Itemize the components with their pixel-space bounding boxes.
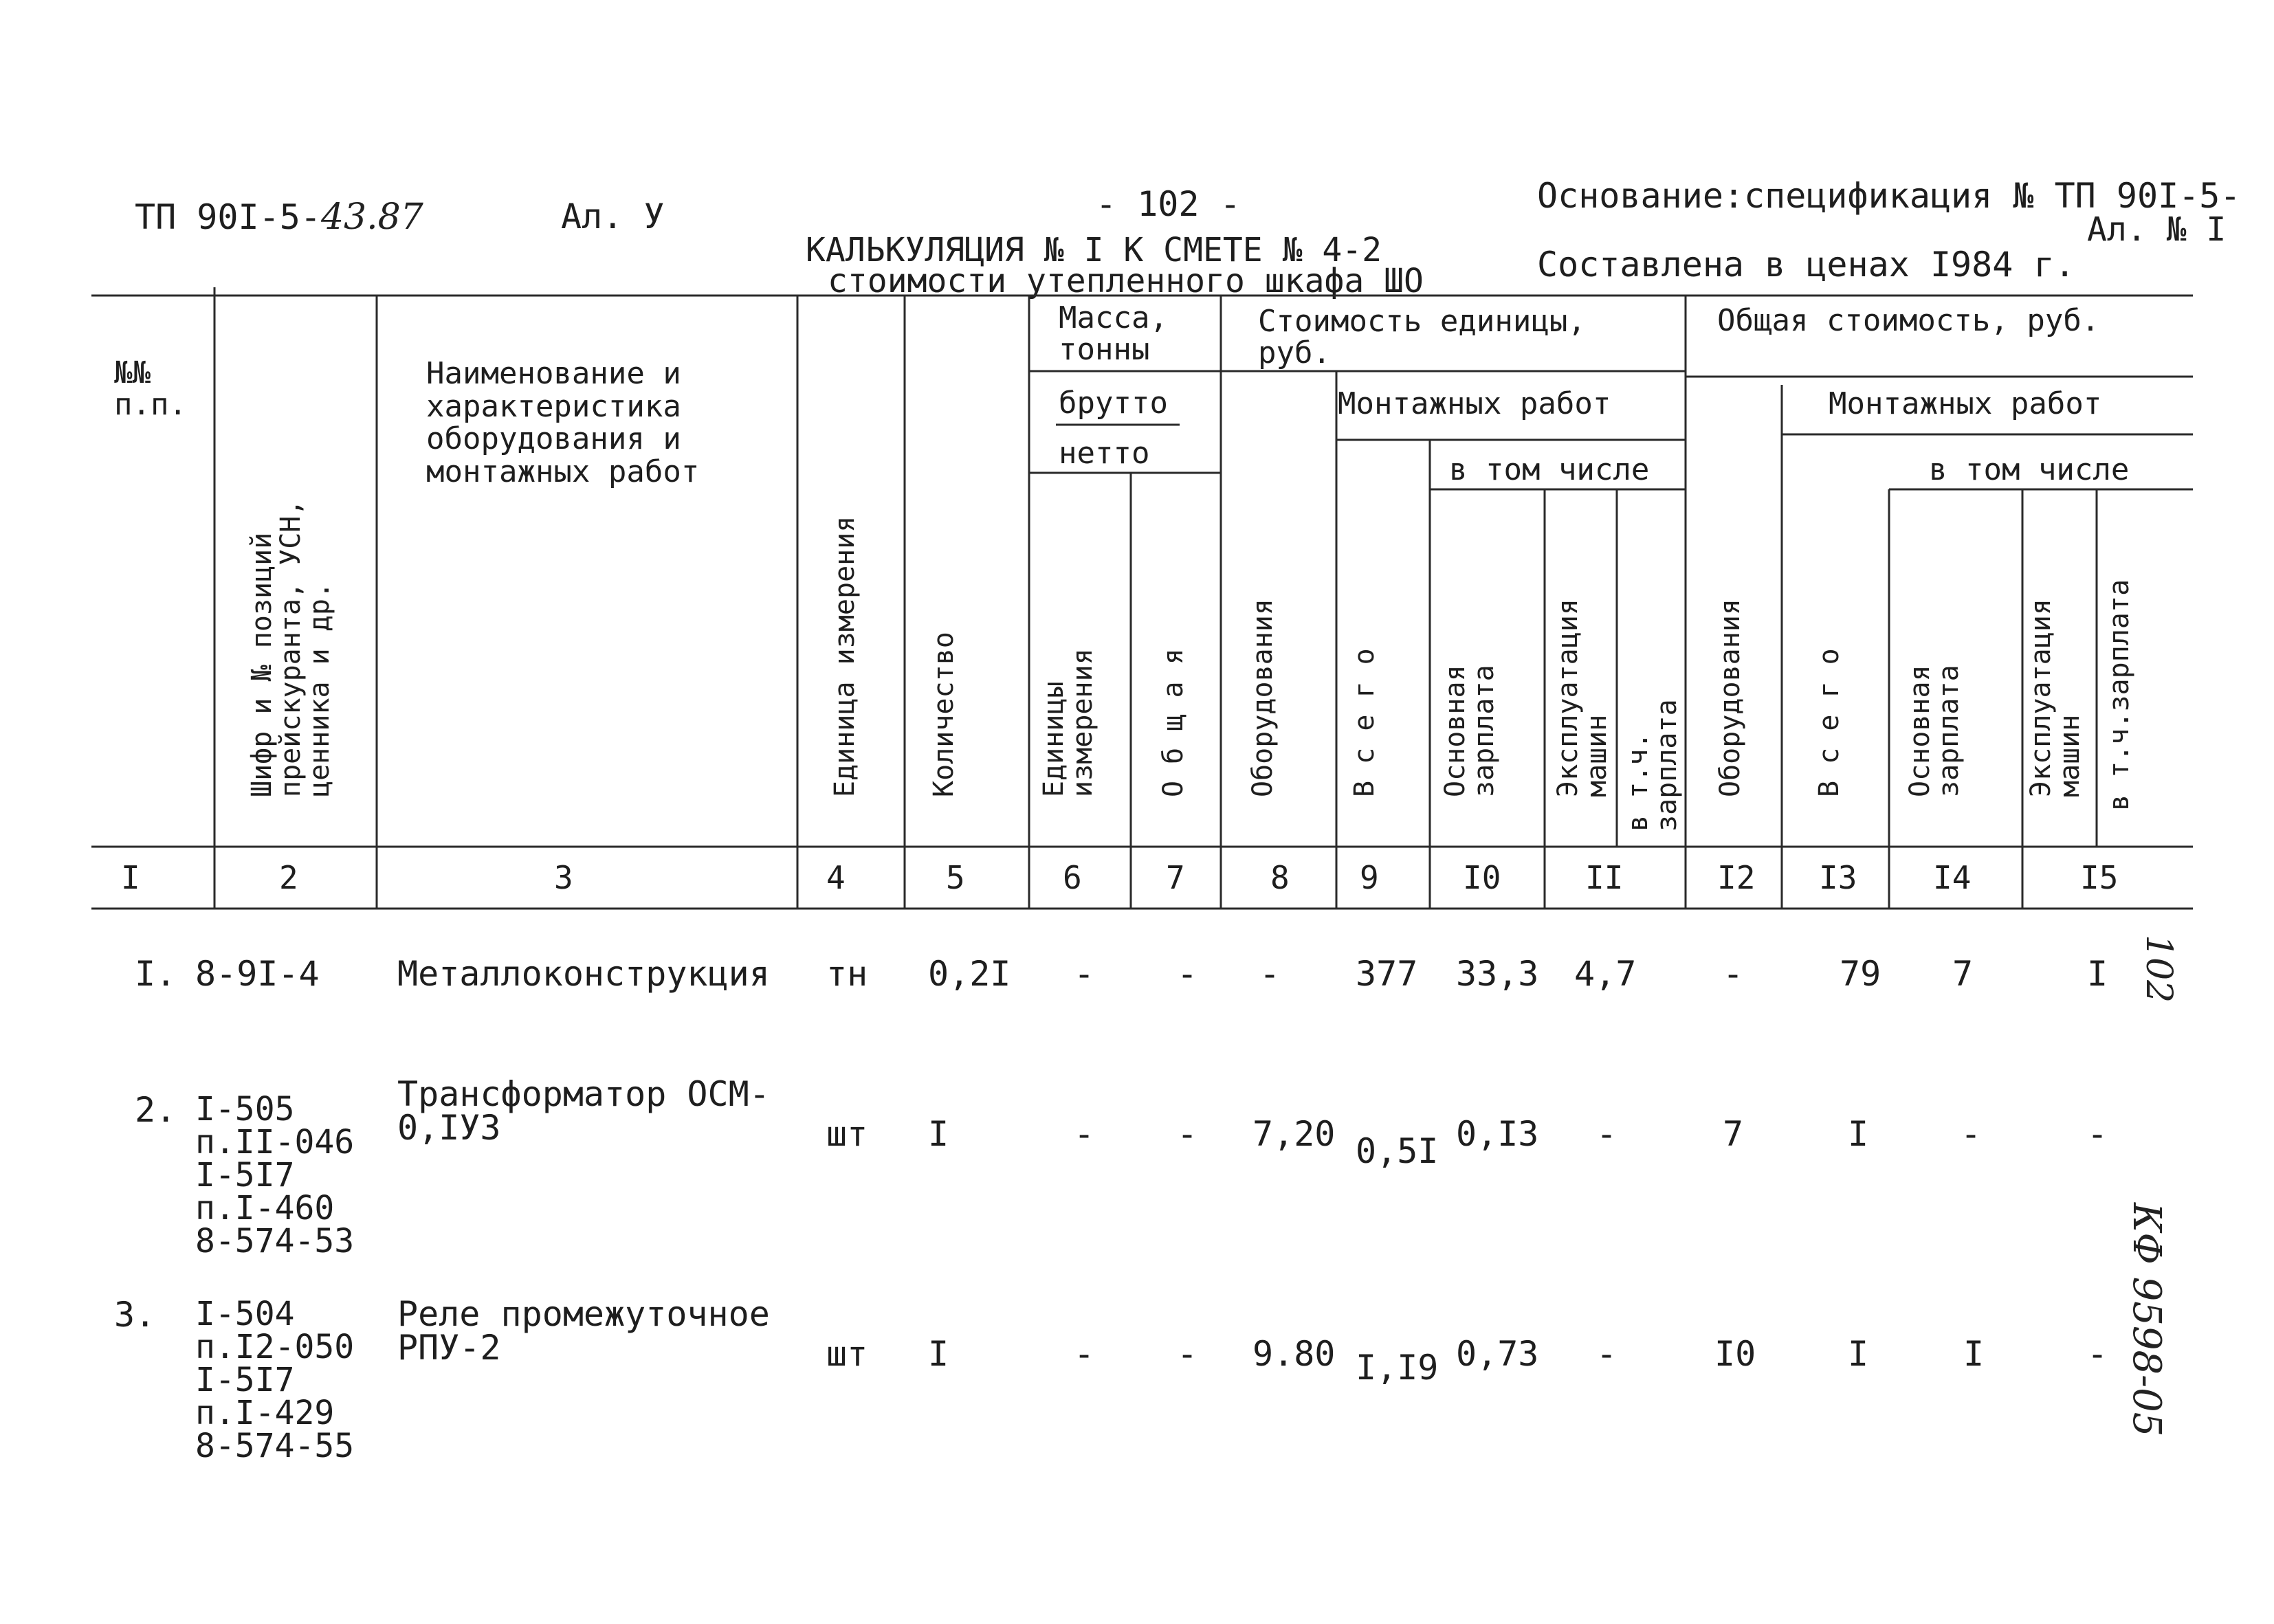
row1-c15: I <box>2087 954 2108 994</box>
album-label: Ал. У <box>561 197 665 236</box>
col-unit-equipment-header: Оборудования <box>1247 599 1279 797</box>
col-total-salary-header: Основная зарплата <box>1904 665 1965 797</box>
total-cost-incl-header: в том числе <box>1929 452 2130 487</box>
row1-name: Металлоконструкция <box>397 954 770 994</box>
row2-unit: шт <box>826 1114 868 1154</box>
mass-brutto-label: брутто <box>1059 386 1168 421</box>
row1-c12: - <box>1723 954 1744 994</box>
row3-c15: - <box>2087 1334 2108 1374</box>
row1-unit: тн <box>826 954 868 994</box>
col-num-2: 2 <box>279 859 298 896</box>
row2-c12: 7 <box>1723 1114 1744 1154</box>
row2-c7: - <box>1177 1114 1198 1154</box>
row3-qty: I <box>928 1334 949 1374</box>
row3-c11: - <box>1596 1334 1618 1374</box>
col-num-1: I <box>121 859 140 896</box>
col-unit-salary-header: Основная зарплата <box>1439 665 1500 797</box>
col-mass-total-header: О б щ а я <box>1158 648 1189 797</box>
col-num-14: I4 <box>1933 859 1972 896</box>
row1-c14: 7 <box>1952 954 1974 994</box>
document-title: КАЛЬКУЛЯЦИЯ № I К СМЕТЕ № 4-2 <box>806 231 1382 269</box>
col-total-equipment-header: Оборудования <box>1714 599 1746 797</box>
col-num-7: 7 <box>1166 859 1185 896</box>
col-num-9: 9 <box>1360 859 1379 896</box>
row1-c7: - <box>1177 954 1198 994</box>
mass-group-header: Масса, тонны <box>1059 300 1168 368</box>
col-name-header: Наименование и характеристика оборудования и монтажных работ <box>426 356 700 489</box>
col-num-4: 4 <box>826 859 846 896</box>
row1-c13: 79 <box>1840 954 1881 994</box>
unit-cost-mont-works: Монтажных работ <box>1338 386 1611 421</box>
col-number-header: №№ п.п. <box>114 355 187 423</box>
row1-qty: 0,2I <box>928 954 1011 994</box>
row2-c11: - <box>1596 1114 1618 1154</box>
col-num-11: II <box>1585 859 1624 896</box>
col-num-3: 3 <box>554 859 573 896</box>
row1-code: 8-9I-4 <box>195 954 320 994</box>
row1-c9: 377 <box>1356 954 1418 994</box>
row2-c15: - <box>2087 1114 2108 1154</box>
col-num-10: I0 <box>1463 859 1501 896</box>
col-unit-header: Единица измерения <box>829 515 861 797</box>
col-num-5: 5 <box>946 859 965 896</box>
margin-page-mark: 102 <box>2138 935 2179 1003</box>
row2-qty: I <box>928 1114 949 1154</box>
price-basis-note: Составлена в ценах I984 г. <box>1537 245 2075 285</box>
row2-c9: 0,5I <box>1356 1131 1439 1171</box>
row1-num: I. <box>135 954 177 994</box>
row2-c14: - <box>1961 1114 1982 1154</box>
col-mass-unit-header: Единицы измерения <box>1038 648 1099 797</box>
mass-netto-label: нетто <box>1059 436 1150 471</box>
row2-c13: I <box>1848 1114 1869 1154</box>
row3-c6: - <box>1074 1334 1095 1374</box>
row3-c7: - <box>1177 1334 1198 1374</box>
col-unit-machines-salary-header: в т.ч. зарплата <box>1622 699 1683 832</box>
doc-code-handwritten: 43.87 <box>320 197 423 238</box>
row1-c8: - <box>1259 954 1281 994</box>
document-subtitle: стоимости утепленного шкафа ШО <box>828 262 1424 300</box>
row3-c12: I0 <box>1714 1334 1756 1374</box>
col-quantity-header: Количество <box>928 632 960 797</box>
col-num-6: 6 <box>1063 859 1082 896</box>
row2-c8: 7,20 <box>1252 1114 1336 1154</box>
col-unit-total-header: В с е г о <box>1349 648 1380 797</box>
row3-c8: 9.80 <box>1252 1334 1336 1374</box>
col-num-12: I2 <box>1717 859 1756 896</box>
row3-c10: 0,73 <box>1456 1334 1539 1374</box>
row3-unit: шт <box>826 1334 868 1374</box>
col-num-13: I3 <box>1819 859 1857 896</box>
row3-code: I-504 п.I2-050 I-5I7 п.I-429 8-574-55 <box>195 1295 355 1465</box>
row2-code: I-505 п.II-046 I-5I7 п.I-460 8-574-53 <box>195 1090 355 1260</box>
col-unit-machines-header: Эксплуатация машин <box>1552 599 1613 797</box>
row3-name: Реле промежуточное РПУ-2 <box>397 1294 770 1368</box>
row2-num: 2. <box>135 1090 177 1130</box>
col-code-header: Шифр и № позиций прейскуранта, УСН, ценника и др. <box>246 499 335 797</box>
row1-c6: - <box>1074 954 1095 994</box>
row2-name: Трансформатор ОСМ- 0,IУЗ <box>397 1074 770 1148</box>
doc-code-typed: ТП 90I-5- <box>135 197 321 237</box>
row2-c6: - <box>1074 1114 1095 1154</box>
row1-c11: 4,7 <box>1574 954 1637 994</box>
col-total-machines-header: Эксплуатация машин <box>2025 599 2086 797</box>
col-total-total-header: В с е г о <box>1813 648 1845 797</box>
unit-cost-incl-header: в том числе <box>1449 452 1650 487</box>
unit-cost-group-header: Стоимость единицы, руб. <box>1258 304 1586 371</box>
row3-num: 3. <box>114 1295 156 1335</box>
page-number: - 102 - <box>1096 184 1241 224</box>
row3-c14: I <box>1963 1334 1985 1374</box>
basis-album: Ал. № I <box>2087 210 2227 249</box>
col-num-8: 8 <box>1270 859 1290 896</box>
row3-c13: I <box>1848 1334 1869 1374</box>
col-num-15: I5 <box>2080 859 2119 896</box>
margin-stamp-number: КФ 9598-05 <box>2124 1203 2169 1437</box>
row3-c9: I,I9 <box>1356 1348 1439 1388</box>
total-cost-mont-works: Монтажных работ <box>1829 386 2102 421</box>
basis-note: Основание:спецификация № ТП 90I-5- <box>1537 176 2241 216</box>
total-cost-group-header: Общая стоимость, руб. <box>1717 303 2100 338</box>
col-total-machines-salary-header: в т.ч.зарплата <box>2104 579 2135 811</box>
row1-c10: 33,3 <box>1456 954 1539 994</box>
row2-c10: 0,I3 <box>1456 1114 1539 1154</box>
